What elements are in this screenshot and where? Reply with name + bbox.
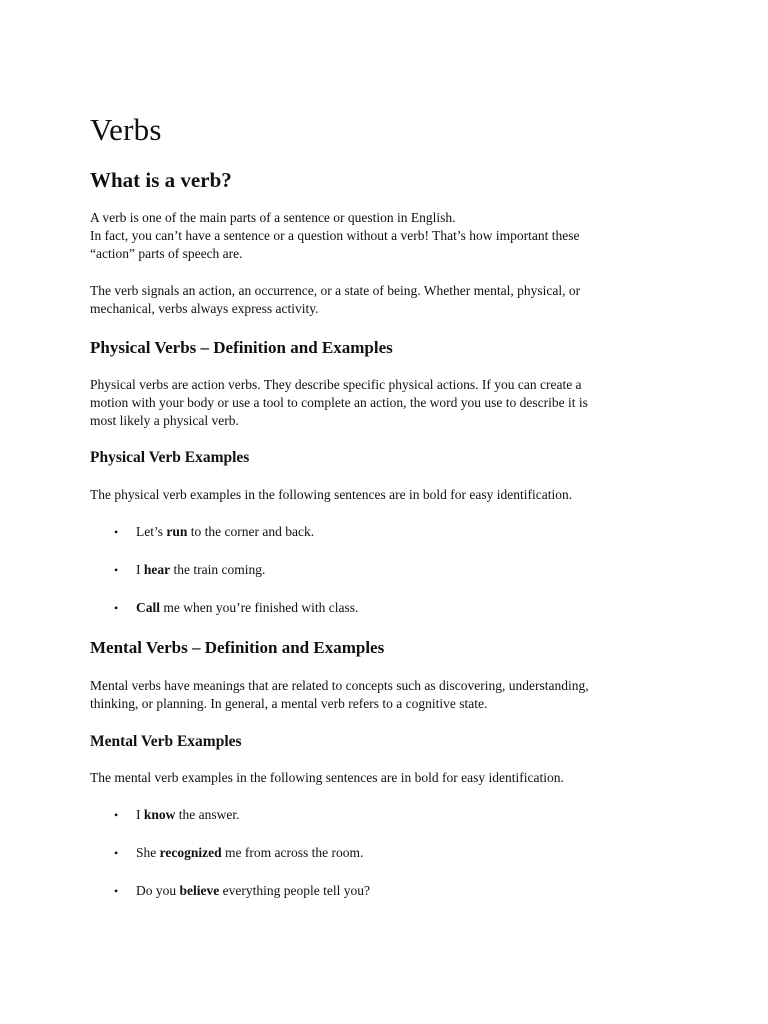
bullet-icon: • — [114, 525, 119, 539]
example-text-before: I — [136, 562, 144, 577]
paragraph-verb-intro — [90, 209, 650, 263]
example-verb-bold: hear — [143, 562, 171, 577]
example-text-after: the train coming. — [170, 562, 266, 577]
list-item — [90, 882, 370, 900]
example-verb-bold: run — [166, 524, 188, 539]
paragraph-mental-verbs — [90, 677, 650, 713]
paragraph-line: In fact, you can’t have a sentence or a question without a verb! That’s how important these — [90, 228, 580, 243]
bullet-icon: • — [114, 884, 119, 898]
heading-physical-verbs: Physical Verbs – Definition and Examples — [90, 338, 393, 357]
list-item — [90, 599, 358, 617]
paragraph-line: A verb is one of the main parts of a sentence or question in English. — [90, 210, 456, 225]
paragraph-line: Mental verbs have meanings that are related to concepts such as discovering, understanding, — [90, 678, 589, 693]
paragraph-verb-signals — [90, 282, 650, 318]
example-text-after: me when you’re finished with class. — [160, 600, 359, 615]
list-item — [90, 561, 358, 579]
paragraph-mental-examples-intro: The mental verb examples in the following sentences are in bold for easy identification. — [90, 770, 564, 785]
heading-what-is-a-verb: What is a verb? — [90, 168, 232, 192]
paragraph-line: The verb signals an action, an occurrence, or a state of being. Whether mental, physical, or — [90, 283, 581, 298]
example-verb-bold: Call — [136, 600, 161, 615]
bullet-icon: • — [114, 563, 119, 577]
paragraph-line: Physical verbs are action verbs. They describe specific physical actions. If you can create a — [90, 377, 582, 392]
list-item — [90, 806, 370, 824]
bullet-icon: • — [114, 846, 119, 860]
paragraph-line: motion with your body or use a tool to complete an action, the word you use to describe it is — [90, 395, 588, 410]
subheading-physical-examples: Physical Verb Examples — [90, 449, 250, 466]
mental-examples-list — [90, 806, 370, 920]
page-title: Verbs — [90, 112, 162, 147]
example-verb-bold: recognized — [159, 845, 222, 860]
paragraph-line: most likely a physical verb. — [90, 413, 239, 428]
example-text-after: everything people tell you? — [219, 883, 370, 898]
list-item — [90, 523, 358, 541]
bullet-icon: • — [114, 601, 119, 615]
paragraph-physical-verbs — [90, 376, 650, 430]
bullet-icon: • — [114, 808, 119, 822]
physical-examples-list — [90, 523, 358, 637]
list-item — [90, 844, 370, 862]
paragraph-line: mechanical, verbs always express activity. — [90, 301, 319, 316]
example-verb-bold: know — [143, 807, 176, 822]
example-text-before: Let’s — [136, 524, 167, 539]
example-text-before: Do you — [136, 883, 180, 898]
example-text-before: She — [136, 845, 160, 860]
example-text-after: me from across the room. — [221, 845, 364, 860]
example-text-after: to the corner and back. — [187, 524, 315, 539]
heading-mental-verbs: Mental Verbs – Definition and Examples — [90, 638, 385, 657]
example-text-before: I — [136, 807, 144, 822]
paragraph-line: “action” parts of speech are. — [90, 246, 243, 261]
subheading-mental-examples: Mental Verb Examples — [90, 733, 242, 750]
example-verb-bold: believe — [179, 883, 220, 898]
paragraph-physical-examples-intro: The physical verb examples in the following sentences are in bold for easy identification. — [90, 487, 573, 502]
example-text-after: the answer. — [175, 807, 240, 822]
paragraph-line: thinking, or planning. In general, a mental verb refers to a cognitive state. — [90, 696, 488, 711]
